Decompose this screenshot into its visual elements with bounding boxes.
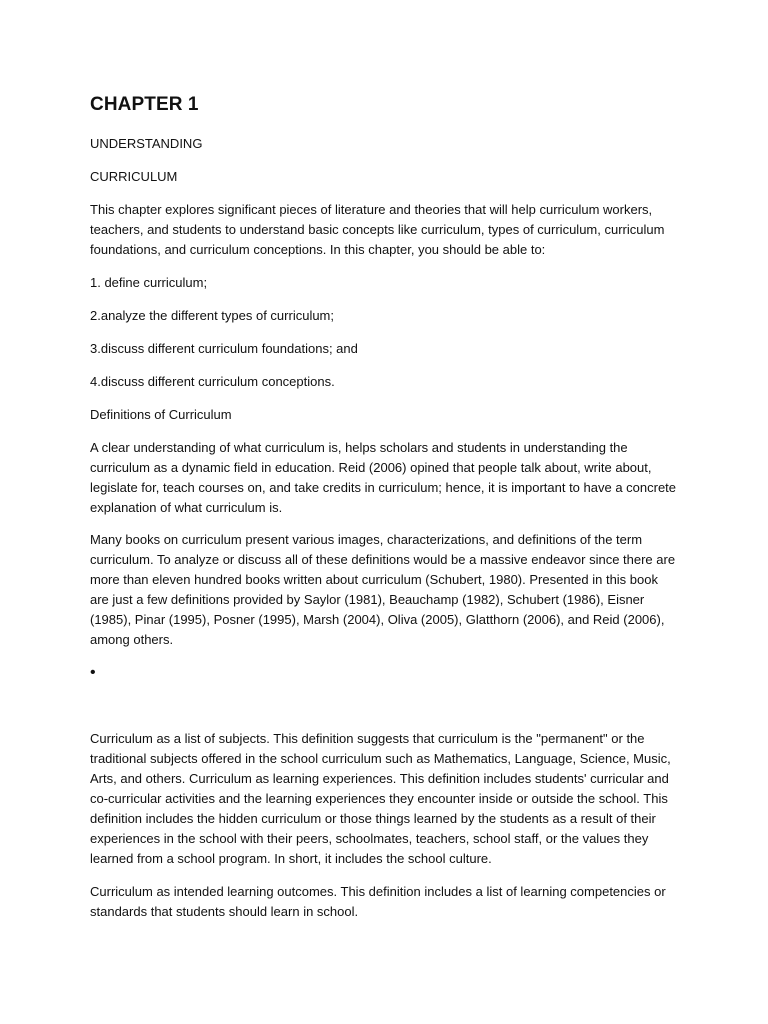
definition-paragraph-3: Curriculum as a list of subjects. This definition suggests that curriculum is the "permanent" or the traditional subjects offered in the school curriculum such as Mathematics, Language, Science, Music, Arts, and others. Curriculum as learning experiences. This definition includes students' curricular and co-curricular activities and the learning experiences they encounter inside or outside the school. This definition includes the hidden curriculum or those things learned by the students as a result of their experiences in the school with their peers, schoolmates, teachers, school staff, or the values they learned from a school program. In short, it includes the school culture.: [90, 731, 671, 866]
objective-item: 4.discuss different curriculum conceptions.: [90, 374, 335, 389]
bullet-point: •: [90, 664, 96, 681]
intro-paragraph: This chapter explores significant pieces of literature and theories that will help curriculum workers, teachers, and students to understand basic concepts like curriculum, types of curriculum, curriculum foundations, and curriculum conceptions. In this chapter, you should be able to:: [90, 202, 665, 257]
chapter-title: CHAPTER 1: [90, 94, 199, 115]
subtitle-curriculum: CURRICULUM: [90, 169, 178, 184]
objective-item: 1. define curriculum;: [90, 275, 208, 290]
subtitle-understanding: UNDERSTANDING: [90, 136, 203, 151]
definition-paragraph-2: Many books on curriculum present various images, characterizations, and definitions of the term curriculum. To analyze or discuss all of these definitions would be a massive endeavor since there are more than eleven hundred books written about curriculum (Schubert, 1980). Presented in this book are just a few definitions provided by Saylor (1981), Beauchamp (1982), Schubert (1986), Eisner (1985), Pinar (1995), Posner (1995), Marsh (2004), Oliva (2005), Glatthorn (2006), and Reid (2006), among others.: [90, 532, 676, 647]
definition-paragraph-1: A clear understanding of what curriculum is, helps scholars and students in understanding the curriculum as a dynamic field in education. Reid (2006) opined that people talk about, write about, legislate for, teach courses on, and take credits in curriculum; hence, it is important to have a concrete explanation of what curriculum is.: [90, 440, 677, 515]
objective-item: 2.analyze the different types of curriculum;: [90, 308, 334, 323]
definition-paragraph-4: Curriculum as intended learning outcomes. This definition includes a list of learning competencies or standards that students should learn in school.: [90, 884, 666, 919]
objective-item: 3.discuss different curriculum foundations; and: [90, 341, 358, 356]
section-heading: Definitions of Curriculum: [90, 407, 232, 422]
